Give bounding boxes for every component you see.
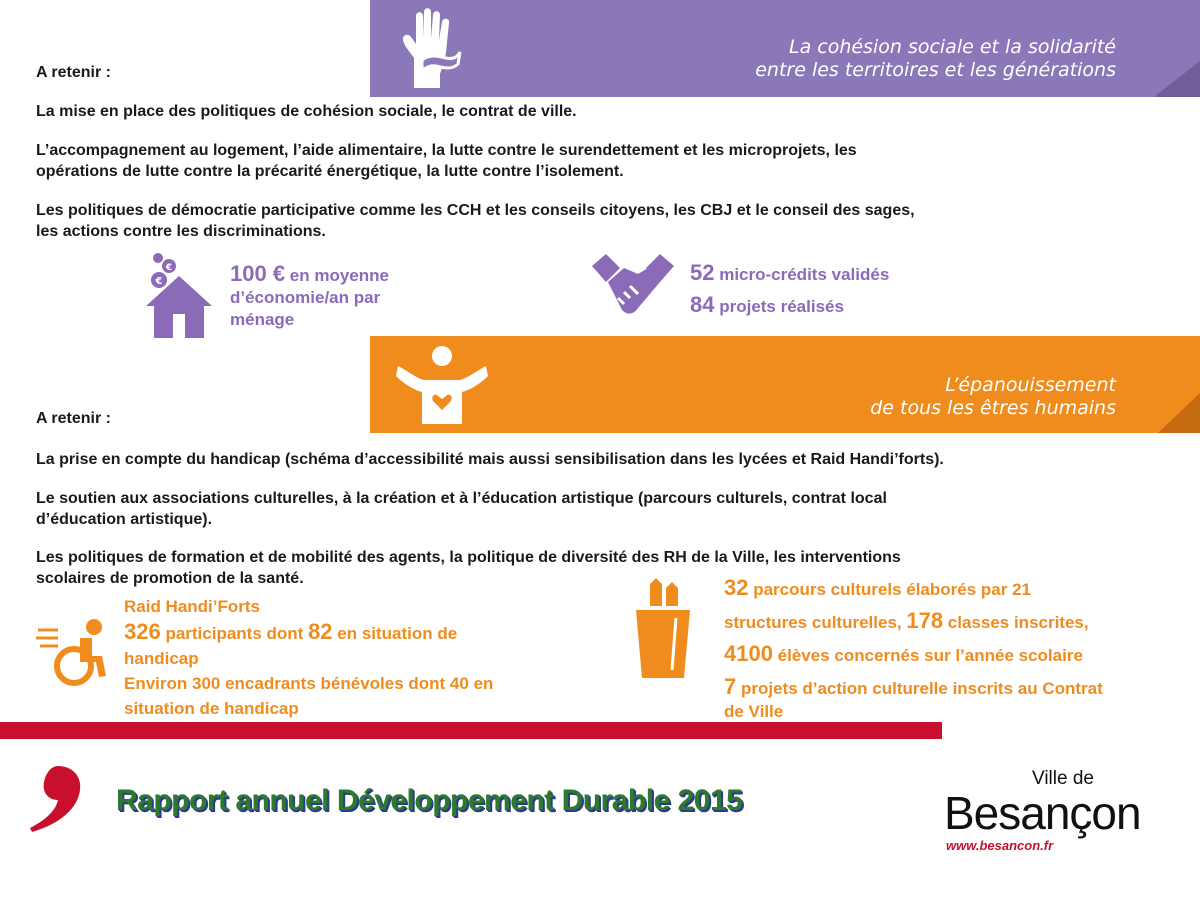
person-heart-icon [394,344,490,426]
stat-microcredits: 52 micro-crédits validés 84 projets réalisés [690,260,890,317]
section1-paragraph-2: L’accompagnement au logement, l’aide alimentaire, la lutte contre le surendettement et les microprojets, les opérations de lutte contre la précarité énergétique, la lutte contre l’isolement. [36,142,857,180]
section2-paragraph-1: La prise en compte du handicap (schéma d’accessibilité mais aussi sensibilisation dans les lycées et Raid Handi’forts). [36,451,944,468]
banner-corner [1154,61,1200,97]
logo-ville-label: Ville de [1032,768,1094,789]
footer-red-bar [0,722,942,739]
stat-economy: 100 € en moyenne d’économie/an par ménage [230,261,389,329]
pencil-cup-icon [634,578,692,680]
logo-besancon: Besançon [944,787,1141,839]
section2-paragraph-2: Le soutien aux associations culturelles, à la création et à l’éducation artistique (parcours culturels, contrat local d’éducation artistique). [36,490,887,528]
report-title: Rapport annuel Développement Durable 2015 [116,784,743,817]
svg-text:€: € [155,276,163,287]
logo-url[interactable]: www.besancon.fr [946,838,1054,853]
section2-banner [370,336,1200,433]
banner-corner [1158,393,1200,433]
section1-title: La cohésion sociale et la solidarité entre les territoires et les générations [755,36,1116,81]
stat-raid: Raid Handi’Forts 326 participants dont 82 en situation de handicap Environ 300 encadrants bénévoles dont 40 en situation de handicap [124,597,494,718]
hand-icon [400,8,462,90]
section2-paragraph-3: Les politiques de formation et de mobilité des agents, la politique de diversité des RH de la Ville, les interventions scolaires de promotion de la santé. [36,549,901,587]
section2-title: L’épanouissement de tous les êtres humains [870,374,1116,419]
section1-retenir: A retenir : [36,64,111,81]
wheelchair-icon [36,618,110,688]
section1-paragraph-3: Les politiques de démocratie participative comme les CCH et les conseils citoyens, les CBJ et le conseil des sages, les actions contre les discriminations. [36,202,915,240]
section2-retenir: A retenir : [36,410,111,427]
handshake-icon [590,252,676,324]
stat-culture: 32 parcours culturels élaborés par 21 structures culturelles, 178 classes inscrites, 4100 élèves concernés sur l’année scolaire 7 projets d’action culturelle inscrits au Contrat de Ville [724,575,1103,721]
house-coins-icon [144,252,214,340]
svg-text:€: € [165,263,173,273]
comma-logo-icon [28,764,86,834]
section1-banner [370,0,1200,97]
section1-paragraph-1: La mise en place des politiques de cohésion sociale, le contrat de ville. [36,103,577,120]
